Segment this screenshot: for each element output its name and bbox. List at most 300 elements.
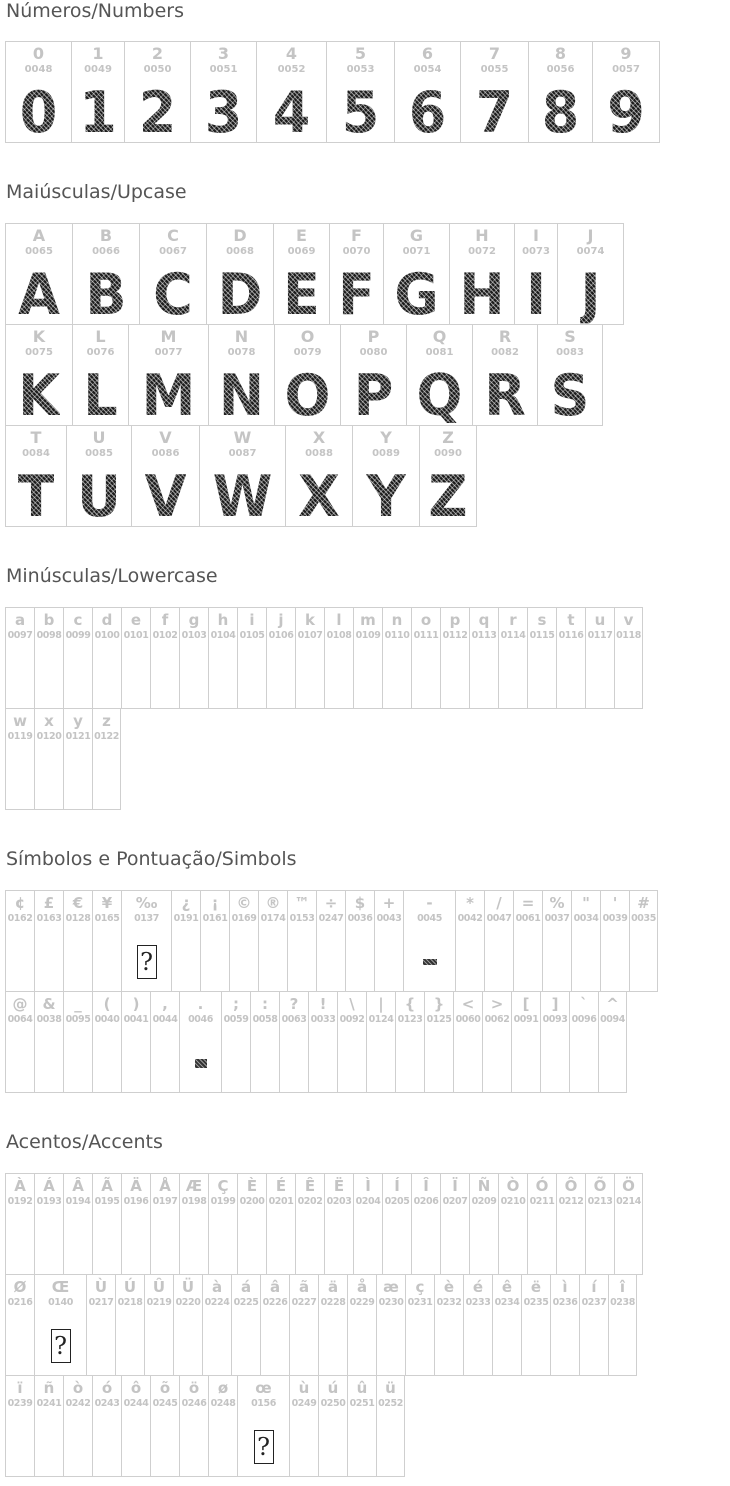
- glyph-cell: [347, 1274, 376, 1376]
- character-code: 0192: [7, 1196, 33, 1207]
- character-label: 1: [92, 44, 104, 63]
- missing-glyph-icon: ?: [51, 1329, 71, 1363]
- glyph-cell: [482, 991, 511, 1093]
- character-label: F: [351, 226, 362, 245]
- glyph-cell: [206, 223, 273, 328]
- glyph-cell: [63, 708, 92, 810]
- glyph-preview: [593, 79, 659, 146]
- glyph-cell: [208, 1173, 237, 1275]
- glyph-cell: [469, 1173, 498, 1275]
- character-code: 0203: [326, 1196, 352, 1207]
- character-code: 0121: [65, 731, 91, 742]
- glyph-cell: [5, 708, 34, 810]
- character-label: D: [233, 226, 247, 245]
- glyph-cell: [403, 890, 455, 992]
- glyph-preview: [435, 1315, 463, 1377]
- glyph-cell: [285, 425, 352, 530]
- glyph-cell: [383, 223, 449, 328]
- glyph-cell: [72, 324, 128, 429]
- character-code: 0236: [552, 1297, 578, 1308]
- character-code: 0049: [84, 64, 112, 75]
- glyph-preview: [6, 1214, 34, 1276]
- glyph-sample: Z: [428, 463, 468, 530]
- character-code: 0214: [616, 1196, 641, 1207]
- character-label: Ê: [304, 1177, 316, 1195]
- glyph-preview: [317, 931, 345, 993]
- character-code: 0073: [522, 246, 550, 257]
- character-code: 0094: [600, 1014, 625, 1025]
- character-label: :: [262, 995, 268, 1013]
- character-code: 0106: [268, 630, 294, 641]
- glyph-preview: [367, 1032, 395, 1094]
- glyph-preview: [425, 1032, 453, 1094]
- character-code: 0104: [210, 630, 236, 641]
- glyph-cell: [34, 1173, 63, 1275]
- character-code: 0047: [486, 913, 512, 924]
- character-code: 0227: [291, 1297, 317, 1308]
- glyph-preview: [222, 1032, 250, 1094]
- glyph-preview: [450, 261, 514, 328]
- glyph-cell: [34, 1274, 86, 1376]
- glyph-preview: [6, 648, 34, 710]
- character-code: 0194: [65, 1196, 91, 1207]
- character-label: ¥: [101, 894, 113, 912]
- character-code: 0128: [65, 913, 91, 924]
- character-code: 0083: [556, 347, 584, 358]
- glyph-cell: [382, 607, 411, 709]
- character-label: 2: [151, 44, 164, 63]
- character-label: k: [305, 611, 315, 629]
- character-code: 0234: [494, 1297, 520, 1308]
- character-label: ?: [289, 995, 299, 1013]
- glyph-preview: [257, 79, 326, 146]
- character-code: 0246: [181, 1398, 207, 1409]
- glyph-sample: 1: [79, 79, 117, 146]
- character-code: 0231: [407, 1297, 433, 1308]
- glyph-cell: [92, 1375, 121, 1477]
- glyph-sample: K: [18, 362, 60, 429]
- glyph-cell: [352, 425, 419, 530]
- glyph-preview: [570, 1032, 598, 1094]
- glyph-preview: [180, 648, 208, 710]
- glyph-preview: [407, 362, 472, 429]
- character-label: t: [567, 611, 575, 629]
- character-code: 0225: [233, 1297, 259, 1308]
- glyph-preview: [267, 648, 295, 710]
- character-label: 9: [620, 44, 632, 63]
- character-label: ì: [562, 1278, 568, 1296]
- character-label: ø: [217, 1379, 229, 1397]
- glyph-preview: [338, 1032, 366, 1094]
- character-label: â: [269, 1278, 281, 1296]
- character-code: 0084: [22, 448, 50, 459]
- glyph-preview: [599, 1032, 626, 1094]
- character-code: 0200: [239, 1196, 265, 1207]
- character-label: g: [188, 611, 200, 629]
- symbols-row: [5, 991, 627, 1093]
- character-code: 0103: [181, 630, 207, 641]
- glyph-cell: [608, 1274, 637, 1376]
- character-label: Ò: [506, 1177, 520, 1195]
- character-code: 0034: [573, 913, 599, 924]
- character-label: Ö: [622, 1177, 635, 1195]
- character-code: 0244: [123, 1398, 149, 1409]
- glyph-preview: [557, 648, 585, 710]
- character-code: 0086: [151, 448, 180, 459]
- accents-row: [5, 1274, 637, 1376]
- character-label: l: [336, 611, 342, 629]
- character-label: M: [160, 327, 177, 346]
- character-code: 0217: [88, 1297, 114, 1308]
- glyph-cell: [150, 1173, 179, 1275]
- glyph-cell: [5, 1173, 34, 1275]
- glyph-cell: [434, 1274, 463, 1376]
- glyph-preview: [383, 648, 411, 710]
- glyph-preview: [140, 261, 206, 328]
- character-code: 0060: [455, 1014, 481, 1025]
- character-label: í: [591, 1278, 597, 1296]
- glyph-preview: [529, 79, 592, 146]
- glyph-preview: [6, 749, 34, 811]
- character-code: 0110: [384, 630, 410, 641]
- glyph-cell: [585, 1173, 614, 1275]
- glyph-preview: [493, 1315, 521, 1377]
- glyph-cell: [71, 41, 124, 146]
- glyph-preview: [35, 648, 63, 710]
- glyph-preview: [485, 931, 513, 993]
- glyph-preview: [67, 463, 131, 530]
- glyph-cell: [266, 607, 295, 709]
- glyph-cell: [463, 1274, 492, 1376]
- glyph-cell: [295, 1173, 324, 1275]
- glyph-preview: [35, 1214, 63, 1276]
- glyph-preview: [551, 1315, 579, 1377]
- character-label: X: [312, 428, 326, 447]
- glyph-cell: [376, 1375, 405, 1477]
- character-label: ®: [265, 894, 281, 912]
- character-label: ‰: [135, 894, 158, 912]
- character-code: 0218: [117, 1297, 143, 1308]
- glyph-cell: [92, 708, 121, 810]
- glyph-cell: [179, 1375, 208, 1477]
- glyph-preview: [528, 1214, 556, 1276]
- character-label: Q: [432, 327, 447, 346]
- numbers-row: [5, 41, 660, 146]
- section-title-lowercase: Minúsculas/Lowercase: [6, 565, 218, 587]
- glyph-cell: [353, 607, 382, 709]
- character-code: 0252: [378, 1398, 403, 1409]
- glyph-cell: [34, 890, 63, 992]
- character-label: ¢: [14, 894, 26, 912]
- glyph-sample: E: [283, 261, 320, 328]
- glyph-cell: [557, 223, 624, 328]
- missing-glyph-icon: ?: [254, 1430, 274, 1464]
- glyph-preview: [122, 1032, 150, 1094]
- character-label: e: [130, 611, 142, 629]
- character-label: à: [211, 1278, 223, 1296]
- glyph-cell: [614, 1173, 643, 1275]
- glyph-preview: [275, 362, 340, 429]
- glyph-sample: 9: [607, 79, 645, 146]
- character-code: 0070: [342, 246, 371, 257]
- section-title-numbers: Números/Numbers: [6, 0, 184, 22]
- character-code: 0054: [413, 64, 442, 75]
- character-label: `: [580, 995, 588, 1013]
- glyph-sample: P: [353, 362, 394, 429]
- glyph-preview: [64, 1416, 92, 1478]
- glyph-cell: [208, 324, 274, 429]
- glyph-cell: [318, 1375, 347, 1477]
- character-label: T: [30, 428, 42, 447]
- character-label: P: [367, 327, 380, 346]
- glyph-preview: [615, 648, 642, 710]
- glyph-preview: [288, 931, 316, 993]
- glyph-cell: [173, 1274, 202, 1376]
- character-code: 0191: [173, 913, 199, 924]
- character-label: ): [132, 995, 140, 1013]
- character-code: 0064: [7, 1014, 33, 1025]
- character-code: 0209: [471, 1196, 497, 1207]
- character-code: 0079: [293, 347, 322, 358]
- glyph-preview: [6, 362, 72, 429]
- character-code: 0088: [305, 448, 333, 459]
- character-label: À: [14, 1177, 26, 1195]
- glyph-preview: [6, 1315, 34, 1377]
- glyph-cell: [440, 1173, 469, 1275]
- character-code: 0140: [48, 1297, 73, 1308]
- glyph-cell: [5, 890, 34, 992]
- character-label: f: [161, 611, 169, 629]
- glyph-preview: [93, 1032, 121, 1094]
- character-code: 0035: [631, 913, 656, 924]
- character-label: %: [549, 894, 565, 912]
- character-code: 0122: [94, 731, 119, 742]
- character-code: 0082: [491, 347, 519, 358]
- character-label: ÷: [324, 894, 338, 912]
- glyph-cell: [411, 1173, 440, 1275]
- glyph-cell: [124, 41, 190, 146]
- character-code: 0219: [146, 1297, 172, 1308]
- glyph-preview: [122, 1214, 150, 1276]
- character-code: 0071: [402, 246, 431, 257]
- glyph-sample: Q: [416, 362, 463, 429]
- glyph-cell: [86, 1274, 115, 1376]
- glyph-preview: [464, 1315, 492, 1377]
- character-code: 0069: [287, 246, 316, 257]
- glyph-cell: [382, 1173, 411, 1275]
- glyph-preview: [470, 1214, 498, 1276]
- character-code: 0048: [24, 64, 53, 75]
- glyph-preview: [180, 1416, 208, 1478]
- glyph-preview: [296, 1214, 324, 1276]
- character-code: 0068: [226, 246, 254, 257]
- character-label: |: [378, 995, 384, 1013]
- glyph-cell: [289, 1274, 318, 1376]
- character-code: 0124: [368, 1014, 394, 1025]
- glyph-preview: [572, 931, 600, 993]
- glyph-cell: [498, 1173, 527, 1275]
- glyph-cell: [250, 991, 279, 1093]
- character-label: =: [521, 894, 535, 912]
- glyph-cell: [374, 890, 403, 992]
- glyph-cell: [63, 1173, 92, 1275]
- character-label: 6: [421, 44, 434, 63]
- glyph-cell: [171, 890, 200, 992]
- glyph-preview: [348, 1416, 376, 1478]
- glyph-preview: [470, 648, 498, 710]
- character-code: 0101: [123, 630, 149, 641]
- character-code: 0076: [86, 347, 115, 358]
- missing-glyph-icon: ?: [137, 945, 157, 979]
- character-code: 0074: [576, 246, 605, 257]
- upcase-row: [5, 223, 624, 328]
- glyph-preview: [35, 1315, 86, 1377]
- character-label: O: [300, 327, 315, 346]
- character-label: Ç: [217, 1177, 229, 1195]
- character-code: 0113: [471, 630, 497, 641]
- character-label: Ì: [365, 1177, 371, 1195]
- character-label: p: [449, 611, 461, 629]
- character-code: 0105: [239, 630, 265, 641]
- glyph-cell: [5, 991, 34, 1093]
- character-code: 0090: [434, 448, 462, 459]
- character-code: 0102: [152, 630, 178, 641]
- glyph-cell: [353, 1173, 382, 1275]
- character-label: ¡: [211, 894, 219, 912]
- glyph-cell: [121, 1375, 150, 1477]
- character-code: 0199: [210, 1196, 236, 1207]
- glyph-preview: [151, 1214, 179, 1276]
- character-code: 0233: [465, 1297, 491, 1308]
- character-code: 0067: [159, 246, 187, 257]
- glyph-cell: [376, 1274, 405, 1376]
- glyph-preview: [72, 79, 124, 146]
- glyph-preview: [64, 749, 92, 811]
- character-label: N: [234, 327, 249, 346]
- character-code: 0116: [558, 630, 584, 641]
- glyph-preview: [35, 749, 63, 811]
- glyph-cell: [66, 425, 131, 530]
- character-code: 0033: [310, 1014, 336, 1025]
- character-code: 0243: [94, 1398, 120, 1409]
- glyph-cell: [419, 425, 477, 530]
- glyph-cell: [550, 1274, 579, 1376]
- character-label: K: [32, 327, 46, 346]
- character-code: 0092: [339, 1014, 365, 1025]
- glyph-preview: [441, 1214, 469, 1276]
- character-label: Â: [72, 1177, 84, 1195]
- glyph-cell: [542, 890, 571, 992]
- glyph-cell: [592, 41, 660, 146]
- glyph-preview: [274, 261, 329, 328]
- lowercase-row: [5, 708, 121, 810]
- glyph-cell: [598, 991, 627, 1093]
- character-code: 0097: [7, 630, 33, 641]
- character-code: 0212: [558, 1196, 584, 1207]
- glyph-preview: [377, 1315, 405, 1377]
- glyph-sample: 0: [19, 79, 58, 146]
- glyph-sample: X: [298, 463, 340, 530]
- character-code: 0096: [571, 1014, 597, 1025]
- character-code: 0213: [587, 1196, 613, 1207]
- character-code: 0109: [355, 630, 381, 641]
- glyph-preview: [325, 648, 353, 710]
- character-code: 0044: [152, 1014, 178, 1025]
- glyph-sample: F: [338, 261, 375, 328]
- character-code: 0091: [513, 1014, 539, 1025]
- glyph-cell: [469, 607, 498, 709]
- glyph-cell: [540, 991, 569, 1093]
- glyph-cell: [92, 1173, 121, 1275]
- character-code: 0220: [175, 1297, 201, 1308]
- glyph-preview: [151, 648, 179, 710]
- character-label: ô: [130, 1379, 142, 1397]
- character-label: /: [496, 894, 502, 912]
- glyph-preview: [201, 931, 229, 993]
- character-label: Ô: [564, 1177, 578, 1195]
- character-code: 0115: [529, 630, 555, 641]
- character-label: á: [240, 1278, 252, 1296]
- glyph-sample: S: [550, 362, 590, 429]
- glyph-cell: [128, 324, 208, 429]
- glyph-cell: [455, 890, 484, 992]
- glyph-cell: [521, 1274, 550, 1376]
- character-code: 0205: [384, 1196, 410, 1207]
- glyph-preview: [6, 261, 72, 328]
- character-label: .: [197, 995, 204, 1013]
- glyph-preview: [319, 1416, 347, 1478]
- character-label: 7: [488, 44, 501, 63]
- glyph-cell: [115, 1274, 144, 1376]
- glyph-cell: [202, 1274, 231, 1376]
- character-label: n: [391, 611, 403, 629]
- character-label: é: [472, 1278, 484, 1296]
- character-code: 0245: [152, 1398, 178, 1409]
- glyph-cell: [229, 890, 258, 992]
- character-label: î: [619, 1278, 626, 1296]
- glyph-preview: [456, 931, 484, 993]
- glyph-preview: [209, 1214, 237, 1276]
- glyph-cell: [289, 1375, 318, 1477]
- glyph-cell: [279, 991, 308, 1093]
- character-code: 0162: [7, 913, 33, 924]
- symbols-row: [5, 890, 658, 992]
- glyph-preview: [538, 362, 602, 429]
- character-label: Ø: [13, 1278, 27, 1296]
- glyph-preview: [151, 1416, 179, 1478]
- glyph-sample: U: [77, 463, 121, 530]
- glyph-preview: [87, 1315, 115, 1377]
- character-label: Õ: [593, 1177, 607, 1195]
- glyph-preview: [290, 1416, 318, 1478]
- character-code: 0112: [442, 630, 468, 641]
- character-label: W: [233, 428, 252, 447]
- glyph-cell: [345, 890, 374, 992]
- accents-row: [5, 1173, 643, 1275]
- character-code: 0058: [252, 1014, 278, 1025]
- character-code: 0249: [291, 1398, 317, 1409]
- glyph-preview: [6, 1416, 34, 1478]
- character-code: 0072: [468, 246, 496, 257]
- glyph-preview: [93, 749, 120, 811]
- character-code: 0045: [417, 913, 442, 924]
- character-label: ¿: [181, 894, 191, 912]
- character-code: 0161: [202, 913, 228, 924]
- character-label: œ: [255, 1379, 272, 1397]
- character-code: 0061: [515, 913, 541, 924]
- character-label: z: [102, 712, 111, 730]
- glyph-cell: [63, 1375, 92, 1477]
